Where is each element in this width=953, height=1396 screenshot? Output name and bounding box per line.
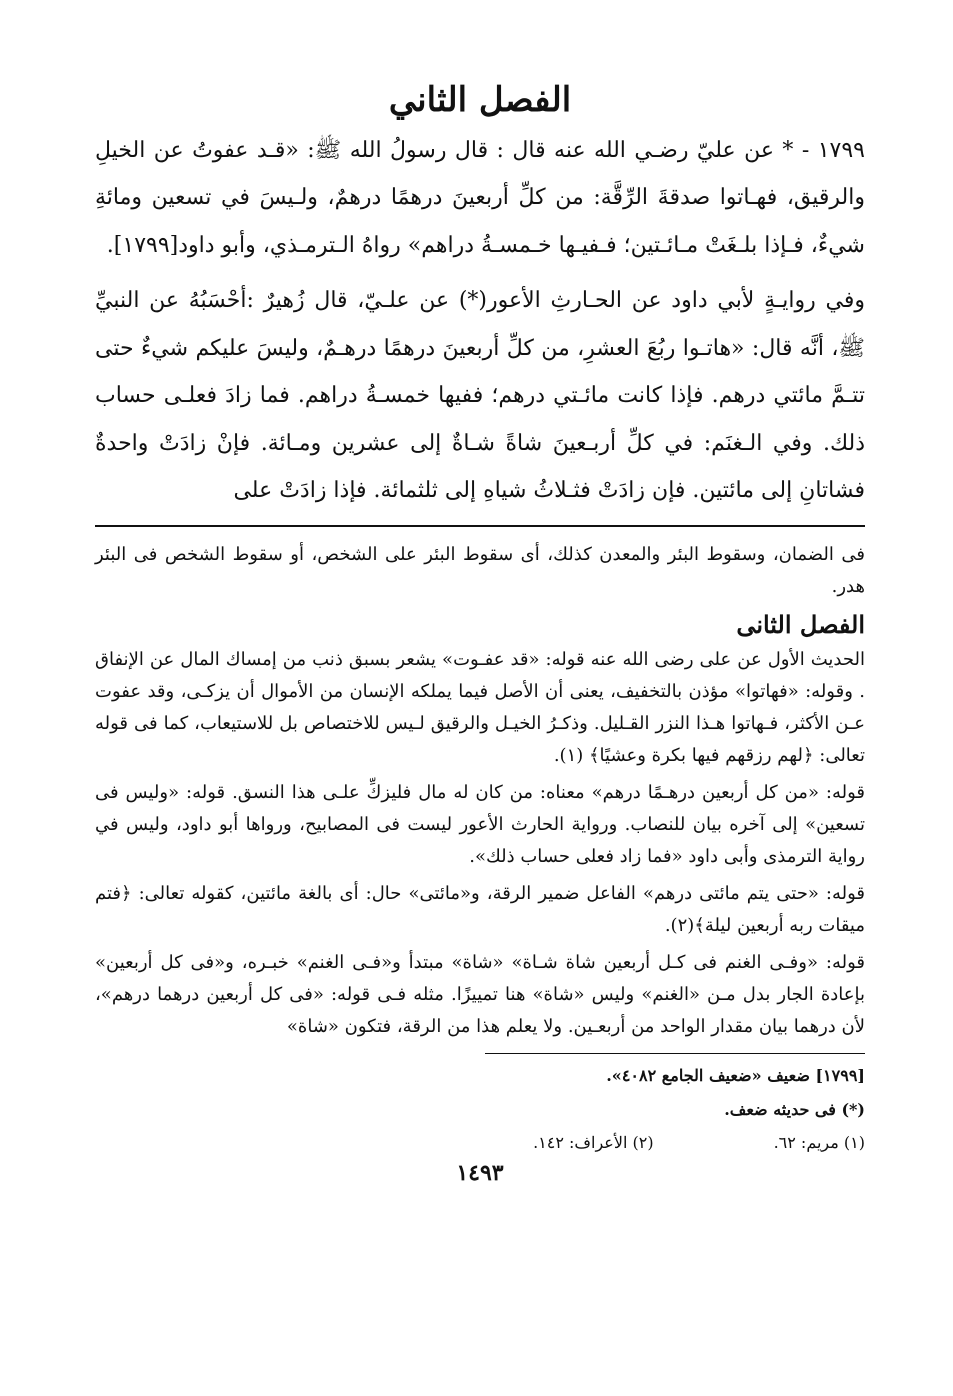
commentary xyxy=(95,539,865,1043)
separator-rule xyxy=(95,525,865,527)
commentary-paragraph: الحديث الأول عن على رضى الله عنه قوله: «قد عفـوت» يشعر بسبق ذنب من إمساك المال عن الإنفاق . وقوله: «فهاتوا» مؤذن بالتخفيف، يعنى أن الأصل فيما يملكه الإنسان من الأموال أن يزكـى، وقد عفوت عـن الأكثر، فـهاتوا هـذا النزر القـليل. وذكـرُ الخيـل والرقيق لـيس للاختصاص بل للاستيعاب، كما فى قوله تعالى: ﴿لهم رزقهم فيها بكرة وعشيًا﴾ (١). xyxy=(95,648,865,766)
page xyxy=(95,80,865,1186)
footnotes xyxy=(95,1062,865,1156)
commentary-intro: فى الضمان، وسقوط البئر والمعدن كذلك، أى سقوط البئر على الشخص، أو سقوط الشخص فى البئر هدر. xyxy=(95,543,865,597)
commentary-title: الفصل الثانى xyxy=(736,609,865,639)
hadith-text xyxy=(95,127,865,515)
hadith-paragraph: ١٧٩٩ - * عن عليّ رضـي الله عنه قال : قال رسولُ الله ﷺ: «قـد عفوتُ عن الخيلِ والرقيق، فهـاتوا صدقةَ الرِّقَّة: من كلِّ أربعينَ درهمًا درهمٌ، ولـيسَ في تسعين ومائةِ شيءٌ، فـإذا بلـغَتْ مـائـتين؛ فـفيـها خـمسـةُ دراهم» رواهُ الـترمـذي، وأبو داود[١٧٩٩]. xyxy=(95,137,865,258)
footnote-notes xyxy=(95,1130,865,1156)
page-number: ١٤٩٣ xyxy=(456,1159,504,1186)
footnote-star: (*) فى حديثه ضعف. xyxy=(724,1099,865,1119)
commentary-paragraph: قوله: «من كل أربعين درهـمًا درهم» معناه: من كان له مال فليزكِّ علـى هذا النسق. قوله: «وليس فى تسعين» إلى آخره بيان للنصاب. ورواية الحارث الأعور ليست فى المصابيح، ورواها أبو داود، وليس في رواية الترمذى وأبى داود «فما زاد فعلى حساب ذلك». xyxy=(95,781,865,867)
hadith-paragraph: وفي روايـةٍ لأبي داود عن الحـارثِ الأعور(*) عن علـيّ، قال زُهيرٌ :أحْسَبُهُ عن النبيِّ ﷺ، أنَّه قال: «هاتـوا ربُعَ العشرِ، من كلِّ أربعينَ درهمًا درهـمٌ، وليسَ عليكم شيءٌ حتى تتـمَّ مائتي درهم. فإذا كانت مائـتي درهم؛ ففيها خمسـةُ دراهم. فما زادَ فعلـى حساب ذلك. وفي الـغنَم: في كلِّ أربـعينَ شاةً شـاةٌ إلى عشرين ومـائة. فإنْ زادَتْ واحدةٌ فشاتانِ إلى مائتين. فإن زادَتْ فثـلاثُ شياهِ إلى ثلثمائة. فإذا زادَتْ على xyxy=(95,288,865,504)
section-heading: الفصل الثاني xyxy=(388,80,572,120)
footnote-reference: [١٧٩٩] ضعيف «ضعيف الجامع ٤٠٨٢». xyxy=(606,1065,865,1085)
footnote-1: (١) مريم: ٦٢. xyxy=(773,1132,865,1152)
footnote-2: (٢) الأعراف: ١٤٢. xyxy=(533,1132,654,1152)
commentary-paragraph: قوله: «وفـى الغنم فى كـل أربعين شاة شـاة» «شاة» مبتدأ و«فـى الغنم» خبـره، و«فى كل أربعين» بإعادة الجار بدل مـن «الغنم» وليس «شاة» هنا تمييزًا. مثله فـى قوله: «فى كل أربعين درهما درهم»، لأن درهما بيان مقدار الواحد من أربعـين. ولا يعلم هذا من الرقة، فتكون «شاة» xyxy=(95,951,865,1037)
commentary-paragraph: قوله: «حتى يتم مائتى درهم» الفاعل ضمير الرقة، و«مائتى» حال: أى بالغة مائتين، كقوله تعالى: ﴿فتم ميقات ربه أربعين ليلة﴾(٢). xyxy=(95,882,865,936)
footnote-rule xyxy=(485,1053,865,1054)
